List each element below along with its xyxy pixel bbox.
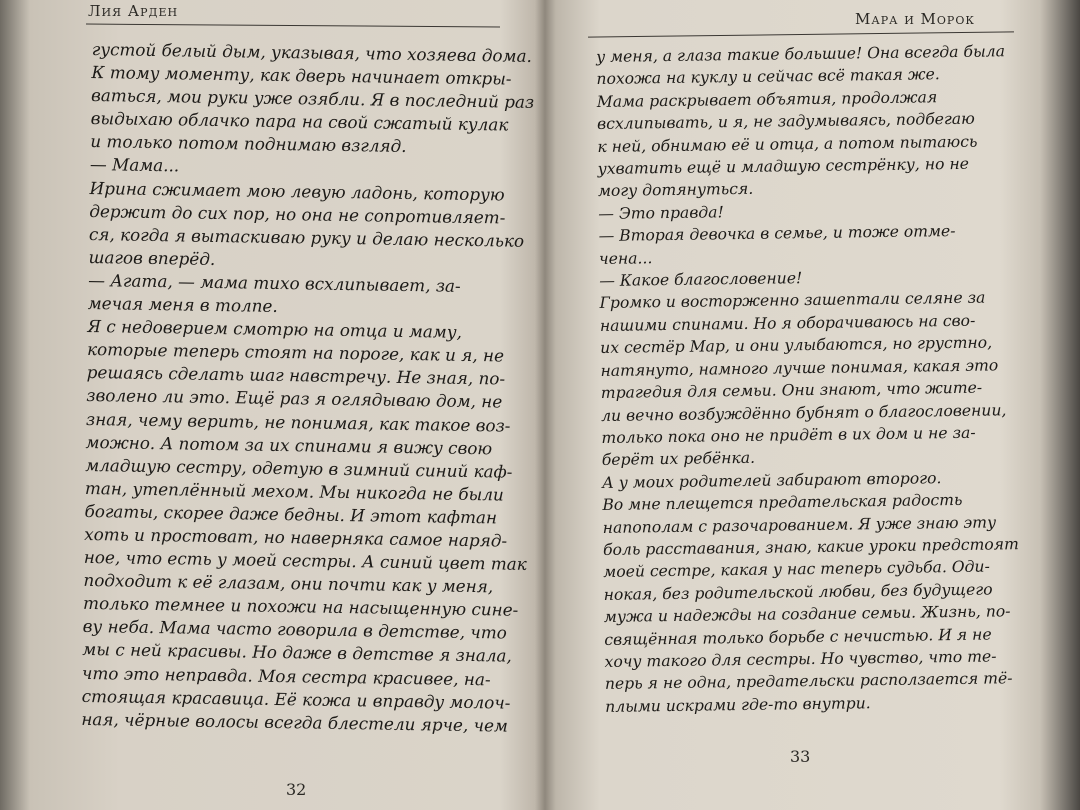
- text-line: всхлипывать, и я, не задумываясь, подбегаю: [596, 109, 975, 134]
- text-line: свящённая только борьбе с нечистью. И я не: [604, 625, 992, 649]
- text-line: ная, чёрные волосы всегда блестели ярче, чем: [81, 708, 509, 736]
- text-line: натянуто, намного лучше понимая, какая это: [600, 356, 999, 380]
- right-page: [548, 0, 1080, 810]
- text-line: которые теперь стоят на пороге, как и я, не: [86, 339, 505, 366]
- text-line: только пока оно не придёт в их дом и не за-: [601, 423, 976, 447]
- left-page-text: [81, 38, 535, 737]
- text-line: ное, что есть у моей сестры. А синий цвет так: [83, 546, 527, 574]
- text-line: ли вечно возбуждённо бубнят о благословении,: [601, 400, 1007, 425]
- text-line: мечая меня в толпе.: [87, 292, 278, 316]
- text-line: — Мама...: [89, 154, 180, 176]
- text-line: мужа и надежды на создание семьи. Жизнь, по-: [603, 602, 1011, 627]
- text-line: — Агата, — мама тихо всхлипывает, за-: [88, 269, 461, 296]
- right-page-text: [596, 40, 1023, 718]
- text-line: тан, утеплённый мехом. Мы никогда не были: [84, 477, 504, 505]
- text-line: похожа на куклу и сейчас всё такая же.: [596, 65, 940, 89]
- text-line: к ней, обнимаю её и отца, а потом пытаюсь: [597, 132, 978, 156]
- text-line: боль расставания, знаю, какие уроки предстоят: [602, 535, 1019, 559]
- running-head-title: Мара и Морок: [855, 10, 975, 28]
- text-line: ваться, мои руки уже озябли. Я в последний раз: [90, 85, 535, 113]
- text-line: шагов вперёд.: [88, 246, 216, 269]
- text-line: А у моих родителей забирают второго.: [601, 468, 942, 492]
- text-line: младшую сестру, одетую в зимний синий каф-: [85, 454, 513, 482]
- header-rule: [86, 24, 500, 28]
- text-line: могу дотянуться.: [597, 180, 754, 201]
- text-line: что это неправда. Моя сестра красивее, на-: [81, 662, 491, 689]
- text-line: напополам с разочарованием. Я уже знаю эту: [602, 512, 997, 537]
- text-line: — Это правда!: [598, 203, 724, 223]
- text-line: мы с ней красивы. Но даже в детстве я знала,: [82, 639, 513, 667]
- text-line: густой белый дым, указывая, что хозяева дома.: [91, 38, 533, 66]
- text-line: зная, чему верить, не понимая, как такое воз-: [85, 408, 511, 436]
- text-line: берёт их ребёнка.: [601, 449, 756, 470]
- text-line: Во мне плещется предательская радость: [602, 491, 963, 515]
- text-line: Громко и восторженно зашептали селяне за: [599, 289, 986, 313]
- header-rule: [588, 31, 1014, 37]
- text-line: Ирина сжимает мою левую ладонь, которую: [89, 177, 505, 205]
- text-line: решаясь сделать шаг навстречу. Не зная, по-: [86, 362, 506, 389]
- text-line: у меня, а глаза такие большие! Она всегда была: [596, 42, 1006, 66]
- page-number: 32: [286, 780, 307, 799]
- text-line: чена...: [598, 248, 653, 268]
- text-line: К тому моменту, как дверь начинает откры-: [91, 62, 512, 89]
- text-line: перь я не одна, предательски расползается тё-: [604, 669, 1013, 694]
- text-line: трагедия для семьи. Они знают, что жите-: [600, 378, 983, 403]
- text-line: моей сестре, какая у нас теперь судьба. Оди-: [603, 557, 990, 582]
- text-line: только темнее и похожи на насыщенную сине-: [82, 593, 519, 621]
- text-line: можно. А потом за их спинами я вижу свою: [85, 431, 493, 458]
- text-line: стоящая красавица. Её кожа и вправду молоч-: [81, 685, 511, 713]
- text-line: хоть и простоват, но наверняка самое наряд-: [84, 523, 508, 551]
- text-line: ся, когда я вытаскиваю руку и делаю несколько: [88, 223, 525, 251]
- text-line: богаты, скорее даже бедны. И этот кафтан: [84, 500, 498, 528]
- text-line: Мама раскрывает объятия, продолжая: [596, 88, 938, 111]
- text-line: Я с недоверием смотрю на отца и маму,: [87, 316, 463, 342]
- text-line: ухватить ещё и младшую сестрёнку, но не: [597, 154, 970, 179]
- text-line: подходит к её глазам, они почти как у меня,: [83, 570, 494, 597]
- text-line: нокая, без родительской любви, без будущего: [603, 580, 993, 604]
- text-line: — Какое благословение!: [599, 269, 803, 291]
- text-line: их сестёр Мар, и они улыбаются, но грустно,: [600, 333, 993, 358]
- text-line: ву неба. Мама часто говорила в детстве, что: [82, 616, 507, 643]
- text-line: плыми искрами где-то внутри.: [605, 694, 871, 716]
- running-head-author: Лия Арден: [88, 2, 179, 20]
- text-line: хочу такого для сестры. Но чувство, что те-: [604, 647, 997, 671]
- page-number: 33: [790, 747, 811, 766]
- text-line: нашими спинами. Но я оборачиваюсь на сво-: [599, 311, 976, 335]
- text-line: выдыхаю облачко пара на свой сжатый кулак: [90, 108, 509, 135]
- text-line: зволено ли это. Ещё раз я оглядываю дом, не: [86, 385, 503, 412]
- text-line: держит до сих пор, но она не сопротивляет-: [89, 200, 506, 228]
- text-line: и только потом поднимаю взгляд.: [90, 131, 407, 157]
- text-line: — Вторая девочка в семье, и тоже отме-: [598, 222, 956, 246]
